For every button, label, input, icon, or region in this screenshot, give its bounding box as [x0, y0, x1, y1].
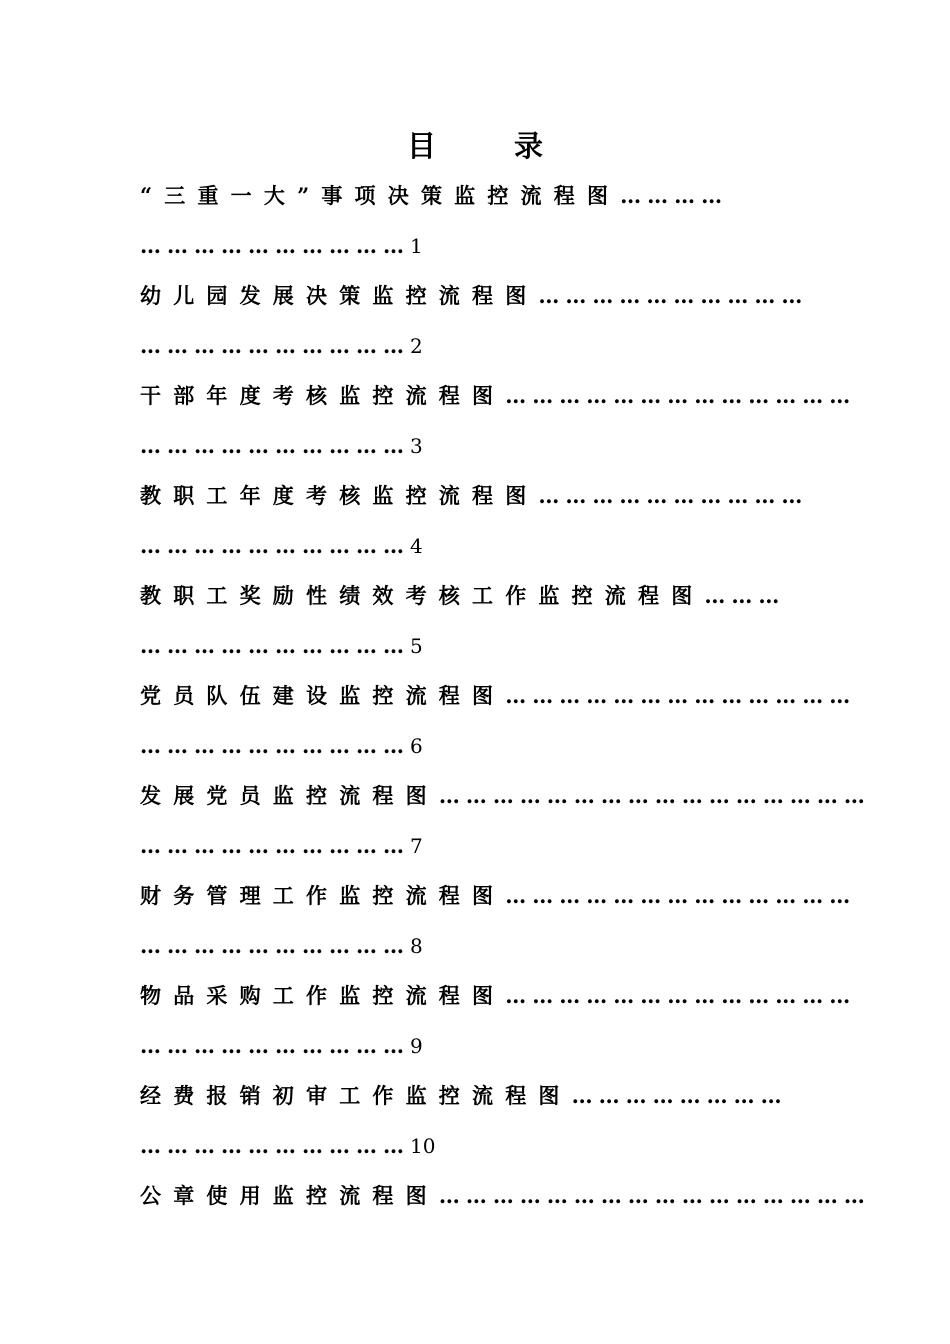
toc-page-number: 6 [410, 734, 423, 758]
toc-entry[interactable] [140, 276, 809, 376]
toc-page-number: 2 [410, 334, 423, 358]
toc-leader-dots: ………………………… [140, 1033, 410, 1058]
toc-entry[interactable] [140, 876, 857, 976]
toc-entry[interactable] [140, 1176, 871, 1226]
toc-entry[interactable] [140, 576, 805, 676]
toc-page-number: 4 [410, 534, 423, 558]
toc-leader-dots: ………………………………… [505, 683, 857, 708]
toc-leader-dots: ………………………… [140, 633, 410, 658]
toc-page-number: 10 [410, 1134, 436, 1158]
toc-entry-title: 公章使用监控流程图 [140, 1183, 439, 1208]
toc-entry-title: 教职工年度考核监控流程图 [140, 483, 539, 508]
toc-entry[interactable] [140, 976, 857, 1076]
toc-entry-title-line [140, 1176, 871, 1226]
toc-page-number: 5 [410, 634, 423, 658]
toc-leader-dots: ………………………………………… [438, 1183, 871, 1208]
toc-entry-title: “三重一大”事项决策监控流程图 [140, 183, 621, 208]
toc-list [140, 176, 871, 1226]
toc-entry-page-line [140, 326, 805, 376]
toc-entry-title-line [140, 576, 805, 626]
toc-entry-page-line [140, 426, 805, 476]
toc-entry-page-line [140, 1126, 805, 1176]
toc-entry-page-line [140, 1026, 805, 1076]
toc-entry-title-line [140, 376, 857, 426]
toc-entry[interactable] [140, 476, 809, 576]
toc-leader-dots: ………………………… [140, 233, 410, 258]
toc-page-number: 8 [410, 934, 423, 958]
toc-leader-dots: ………… [620, 183, 729, 208]
toc-leader-dots: ………………………………………… [438, 783, 871, 808]
toc-entry-title: 教职工奖励性绩效考核工作监控流程图 [140, 583, 705, 608]
toc-page-number: 1 [410, 234, 423, 258]
toc-entry-title-line [140, 476, 809, 526]
toc-leader-dots: …………………… [571, 1083, 788, 1108]
toc-entry-page-line [140, 926, 805, 976]
toc-leader-dots: ………………………… [538, 283, 809, 308]
toc-leader-dots: ………………………… [140, 733, 410, 758]
toc-entry[interactable] [140, 376, 857, 476]
toc-entry-title: 发展党员监控流程图 [140, 783, 439, 808]
toc-entry[interactable] [140, 776, 871, 876]
toc-leader-dots: ………………………… [140, 933, 410, 958]
toc-entry-title: 财务管理工作监控流程图 [140, 883, 506, 908]
toc-entry-title: 幼儿园发展决策监控流程图 [140, 283, 539, 308]
toc-entry-title-line [140, 1076, 805, 1126]
toc-entry-title-line [140, 776, 871, 826]
toc-entry-page-line [140, 726, 805, 776]
toc-leader-dots: ………………………………… [505, 383, 857, 408]
toc-entry-title-line [140, 176, 805, 226]
toc-entry-page-line [140, 826, 805, 876]
toc-entry-title: 经费报销初审工作监控流程图 [140, 1083, 572, 1108]
toc-entry-title: 物品采购工作监控流程图 [140, 983, 506, 1008]
toc-leader-dots: ………………………… [140, 533, 410, 558]
toc-leader-dots: ……… [704, 583, 786, 608]
toc-leader-dots: ………………………… [538, 483, 809, 508]
toc-entry[interactable] [140, 676, 857, 776]
toc-page-number: 9 [410, 1034, 423, 1058]
toc-entry-title: 党员队伍建设监控流程图 [140, 683, 506, 708]
toc-entry-page-line [140, 626, 805, 676]
toc-entry-title-line [140, 976, 857, 1026]
toc-leader-dots: ………………………… [140, 833, 410, 858]
toc-leader-dots: ………………………………… [505, 883, 857, 908]
toc-leader-dots: ………………………… [140, 1133, 410, 1158]
toc-leader-dots: ………………………………… [505, 983, 857, 1008]
toc-entry-title-line [140, 276, 809, 326]
toc-leader-dots: ………………………… [140, 433, 410, 458]
toc-entry-page-line [140, 526, 805, 576]
toc-page-number: 3 [410, 434, 423, 458]
toc-entry-title: 干部年度考核监控流程图 [140, 383, 506, 408]
toc-entry-title-line [140, 676, 857, 726]
toc-page-number: 7 [410, 834, 423, 858]
toc-entry-page-line [140, 226, 805, 276]
toc-heading: 目 录 [406, 129, 578, 163]
toc-leader-dots: ………………………… [140, 333, 410, 358]
toc-entry-title-line [140, 876, 857, 926]
toc-entry[interactable] [140, 1076, 805, 1176]
toc-entry[interactable] [140, 176, 805, 276]
